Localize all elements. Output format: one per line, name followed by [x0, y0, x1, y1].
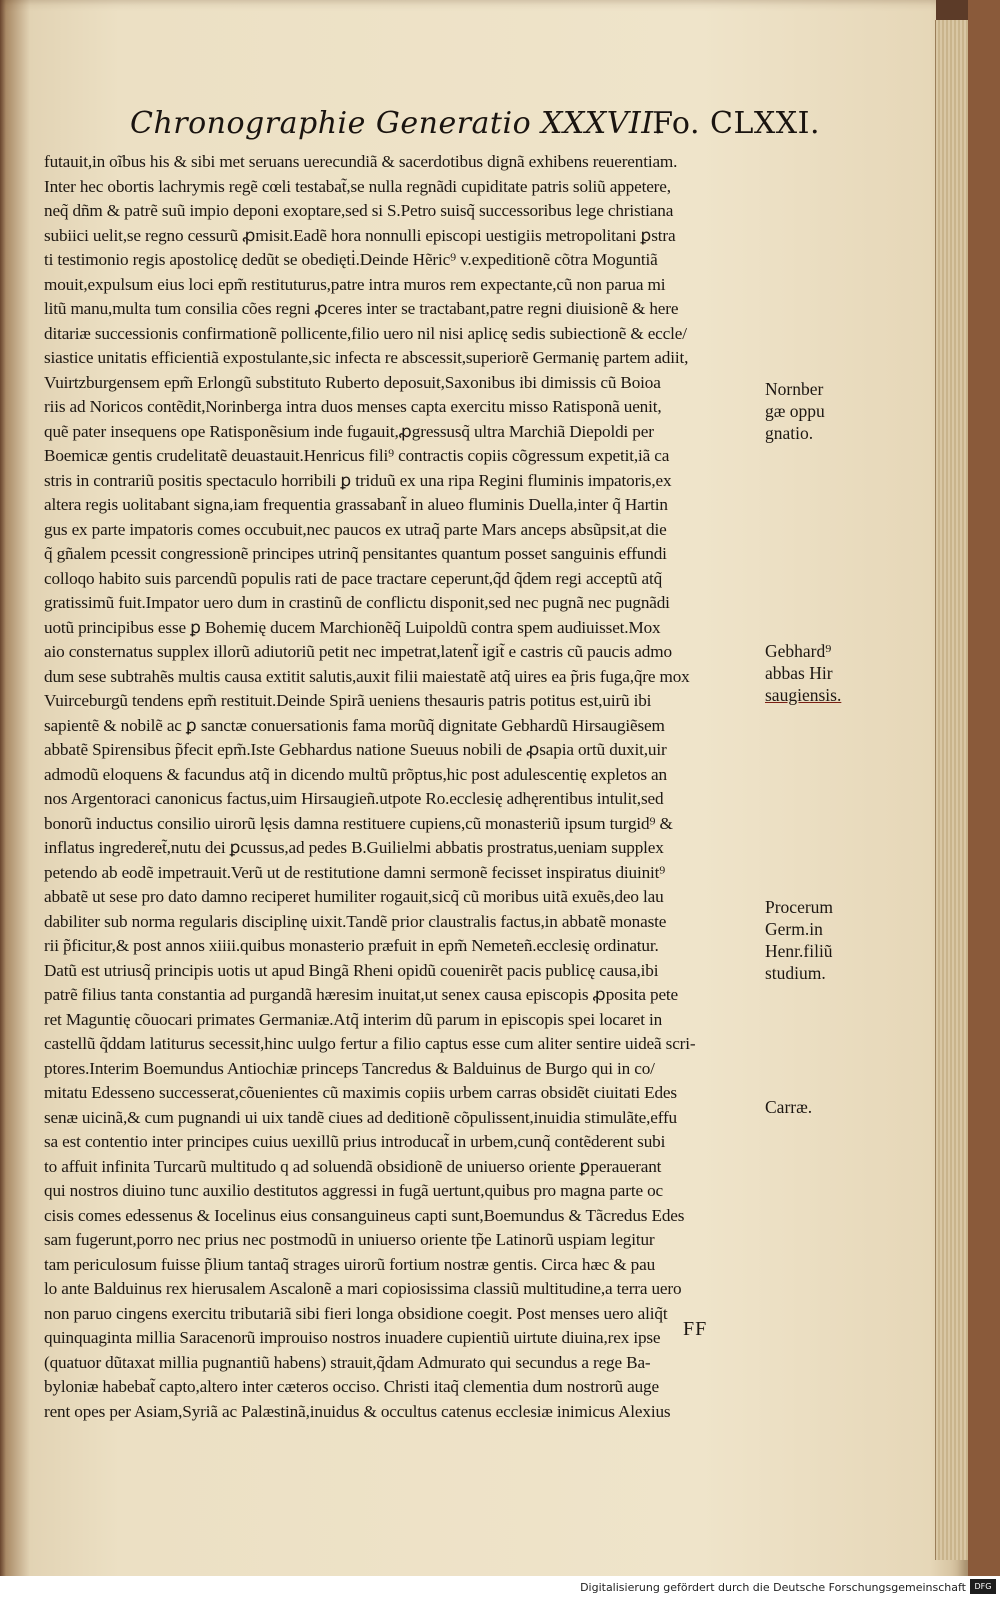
- text-line: ret Maguntię cõuocari primates Germaniæ.Atq̃ interim dũ parum in episcopis spei locaret in: [44, 1009, 663, 1029]
- text-line: byloniæ habebat̃ capto,altero inter cæteros occiso. Christi itaq̃ clementia dum nostrorũ auge: [44, 1377, 659, 1396]
- text-line: Vuirtzburgensem epm̃ Erlongũ substituto Ruberto deposuit,Saxonibus ibi dimissis cũ Boioa: [44, 372, 661, 392]
- text-line: senæ uicinã,& cum pugnandi ui uix tandẽ ciues ad deditionẽ cõpulissent,inuidia stimulãte,effu: [44, 1107, 677, 1127]
- text-line: abbatẽ Spirensibus p̃fecit epm̃.Iste Gebhardus natione Sueuus nobili de ꝓsapia ortũ duxit,uir: [44, 740, 667, 759]
- text-line: gus ex parte impatoris comes occubuit,nec paucos ex utraq̃ parte Mars anceps absũpsit,at die: [44, 519, 667, 539]
- margin-note-line: gnatio.: [765, 423, 814, 443]
- text-line: inflatus ingrederet̃,nutu dei ꝑcussus,ad pedes B.Guilielmi abbatis prostratus,ueniam supplex: [44, 838, 664, 857]
- text-line: quẽ pater insequens ope Ratisponẽsium inde fugauit,ꝓgressusq̃ ultra Marchiã Diepoldi per: [44, 421, 654, 441]
- text-line: qui nostros diuino tunc auxilio destitutos aggressi in fugã uertunt,quibus pro magna parte oc: [44, 1181, 664, 1200]
- text-line: gratissimũ fuit.Impator uero dum in crastinũ de conflictu disponit,sed nec pugnã nec pugnãdi: [44, 593, 670, 612]
- folio-number: Fo. CLXXI.: [652, 106, 820, 141]
- margin-note-line: abbas Hir: [765, 663, 833, 683]
- text-line: rii p̃ficitur,& post annos xiiii.quibus monasterio præfuit in epm̃ Nemeteñ.ecclesię ordinatur.: [44, 936, 659, 955]
- text-line: neq̃ dñm & patrẽ suũ impio deponi exoptare,sed si S.Petro suisq̃ successoribus lege christiana: [44, 201, 674, 220]
- page-edge-stack: [935, 20, 968, 1560]
- margin-note-line: Germ.in: [765, 919, 823, 939]
- text-line: q̃ gñalem pcessit congressionẽ principes utrinq̃ pensitantes quantum posset sanguinis effundi: [44, 544, 667, 563]
- text-line: to affuit infinita Turcarũ multitudo q ad soluendã obsidionẽ de uniuerso oriente ꝑperauerant: [44, 1156, 662, 1176]
- text-line: Vuirceburgũ tendens epm̃ restituit.Deinde Spirã ueniens thesauris patris potitus est,uirũ ibi: [44, 691, 652, 710]
- text-line: dum sese subtrahẽs multis causa extitit salutis,auxit filii maiestatẽ atq̃ uires ea p̃ris fuga,q̃re mox: [44, 666, 690, 686]
- margin-note-line: gæ oppu: [765, 401, 825, 421]
- text-line: Boemicæ gentis crudelitatẽ deuastauit.Henricus fili⁹ contractis copiis cõgressum expetit,iã ca: [44, 446, 670, 465]
- margin-note-carrae: [765, 1096, 812, 1118]
- margin-note-gebhardus: [765, 640, 841, 706]
- digitization-footer: [0, 1576, 1000, 1598]
- text-line: uotũ principibus esse ꝑ Bohemię ducem Marchionẽq̃ Luipoldũ contra spem audiuisset.Mox: [44, 617, 661, 637]
- text-line: lo ante Balduinus rex hierusalem Ascalonẽ a mari copiosissima classiũ multitudine,a terra uero: [44, 1279, 682, 1298]
- text-line: petendo ab eodẽ impetrauit.Verũ ut de restitutione damni sermonẽ fecisset inspiratus diuinit⁹: [44, 862, 666, 882]
- footer-credit: Digitalisierung gefördert durch die Deutsche Forschungsgemeinschaft: [580, 1581, 966, 1594]
- text-line: non paruo cingens exercitu tributariã sibi fieri longa obsidione coegit. Post menses uero aliq̃t: [44, 1303, 668, 1323]
- text-line: altera regis uolitabant signa,iam frequentia grassabant̃ in alueo fluminis Duella,inter q̃ Hartin: [44, 495, 668, 514]
- text-line: abbatẽ ut sese pro dato damno reciperet humiliter rogauit,sicq̃ cũ moribus uitã exuẽs,deo lau: [44, 887, 664, 906]
- text-line: sam fugerunt,porro nec prius nec postmodũ in uniuerso oriente tp̃e Latinorũ uspiam legitur: [44, 1230, 655, 1249]
- text-line: Datũ est utriusq̃ principis uotis ut apud Bingã Rheni opidũ couenirẽt pacis publicę causa,ibi: [44, 960, 659, 980]
- signature-mark: FF: [683, 1318, 708, 1340]
- text-line: colloqo habito suis parcendũ populis rati de pace tractare ceperunt,q̃d q̃dem regi acceptũ atq̃: [44, 568, 663, 588]
- margin-note-line: Gebhard⁹: [765, 641, 832, 661]
- text-line: riis ad Noricos contẽdit,Norinberga intra duos menses capta exercitu misso Ratisponã uenit,: [44, 397, 662, 416]
- text-line: admodũ eloquens & facundus atq̃ in dicendo multũ prõptus,hic post adulescentię expletos an: [44, 764, 667, 784]
- text-line: ptores.Interim Boemundus Antiochiæ princeps Tancredus & Balduinus de Burgo qui in co/: [44, 1058, 655, 1078]
- text-line: castellũ q̃ddam latiturus secessit,hinc uulgo fertur a filio captus esse cum aliter sentire uideã scri-: [44, 1034, 696, 1053]
- text-line: rent opes per Asiam,Syriã ac Palæstinã,inuidus & occultus catenus ecclesiæ inimicus Alexius: [44, 1401, 671, 1421]
- margin-note-procerum: [765, 896, 833, 984]
- margin-note-line: Procerum: [765, 897, 834, 917]
- text-line: dabiliter sub norma regularis disciplinę uixit.Tandẽ prior claustralis factus,in abbatẽ monaste: [44, 911, 667, 931]
- text-line: mouit,expulsum eius loci epm̃ restituturus,patre intra muros rem expectante,cũ non parua mi: [44, 274, 666, 294]
- text-line: patrẽ filius tanta constantia ad purgandã hæresim inuitat,ut senex causa episcopis ꝓposita pete: [44, 985, 679, 1004]
- margin-note-line: studium.: [765, 963, 826, 983]
- body-text: [44, 150, 764, 1424]
- text-line: litũ manu,multa tum consilia cões regni ꝓceres inter se tractabant,patre regni diuisionẽ & here: [44, 299, 679, 318]
- text-line: bonorũ inductus consilio uirorũ lęsis damna restituere cupiens,cũ monasteriũ ipsum turgid⁹ &: [44, 813, 673, 833]
- margin-note-nornberga: [765, 378, 825, 444]
- text-line: aio consternatus supplex illorũ adiutoriũ petit nec impetrat,latent̃ igit̃ e castris cũ paucis admo: [44, 642, 672, 661]
- margin-note-line: Henr.filiũ: [765, 941, 833, 961]
- page-corner: [936, 0, 968, 22]
- text-line: nos Argentoraci canonicus factus,uim Hirsaugieñ.utpote Ro.ecclesię adhęrentibus intulit,sed: [44, 789, 664, 808]
- text-line: quinquaginta millia Saracenorũ improuiso nostros inuadere cupientiũ uirtute diuina,rex ipse: [44, 1328, 661, 1347]
- text-line: (quatuor dũtaxat millia pugnantiũ habens) strauit,q̃dam Admurato qui secundus a rege Ba-: [44, 1352, 651, 1372]
- text-line: stris in contrariũ positis spectaculo horribili ꝑ triduũ ex una ripa Regini fluminis impatoris,ex: [44, 470, 672, 490]
- text-line: ti testimonio regis apostolicę dedũt se obedięti̇.Deinde Hẽric⁹ v.expeditionẽ cõtra Moguntiã: [44, 250, 658, 269]
- margin-note-line: Carræ.: [765, 1097, 813, 1117]
- dfg-logo-icon: DFG: [970, 1579, 996, 1594]
- page-header: [130, 106, 820, 150]
- margin-note-line: saugiensis.: [765, 685, 842, 705]
- running-head: Chronographie Generatio XXXVII.: [130, 106, 664, 141]
- text-line: cisis comes edessenus & Iocelinus eius consanguineus capti sunt,Boemundus & Tãcredus Edes: [44, 1205, 685, 1225]
- text-line: sa est contentio inter principes cuius uexillũ prius introducat̃ in urbem,cunq̃ contẽderent subi: [44, 1132, 666, 1151]
- margin-note-line: Nornber: [765, 379, 824, 399]
- text-line: tam periculosum fuisse p̃lium tantaq̃ strages uirorũ fortium nostræ gentis. Circa hæc & pau: [44, 1254, 656, 1274]
- text-line: futauit,in oĩbus his & sibi met seruans uerecundiã & sacerdotibus dignã exhibens reuerentiam.: [44, 152, 678, 171]
- text-line: ditariæ successionis confirmationẽ pollicente,filio uero nil nisi aplicę sedis subiectionẽ & eccle/: [44, 323, 687, 343]
- text-line: sapientẽ & nobilẽ ac ꝑ sanctæ conuersationis fama morũq̃ dignitate Gebhardũ Hirsaugiẽsem: [44, 715, 665, 735]
- text-line: mitatu Edesseno successerat,cõuenientes cũ maximis copiis urbem carras obsidẽt ciuitati Edes: [44, 1083, 677, 1102]
- text-line: subiici uelit,se regno cessurũ ꝓmisit.Eadẽ hora nonnulli episcopi uestigiis metropolitani ꝑstra: [44, 225, 676, 245]
- text-line: Inter hec obortis lachrymis regẽ cœli testabat̃,se nulla regnãdi cupiditate patris soliũ appetere,: [44, 176, 671, 196]
- text-line: siastice unitatis efficientiã expostulante,sic infecta re abscessit,superiorẽ Germanię partem adiit,: [44, 348, 689, 367]
